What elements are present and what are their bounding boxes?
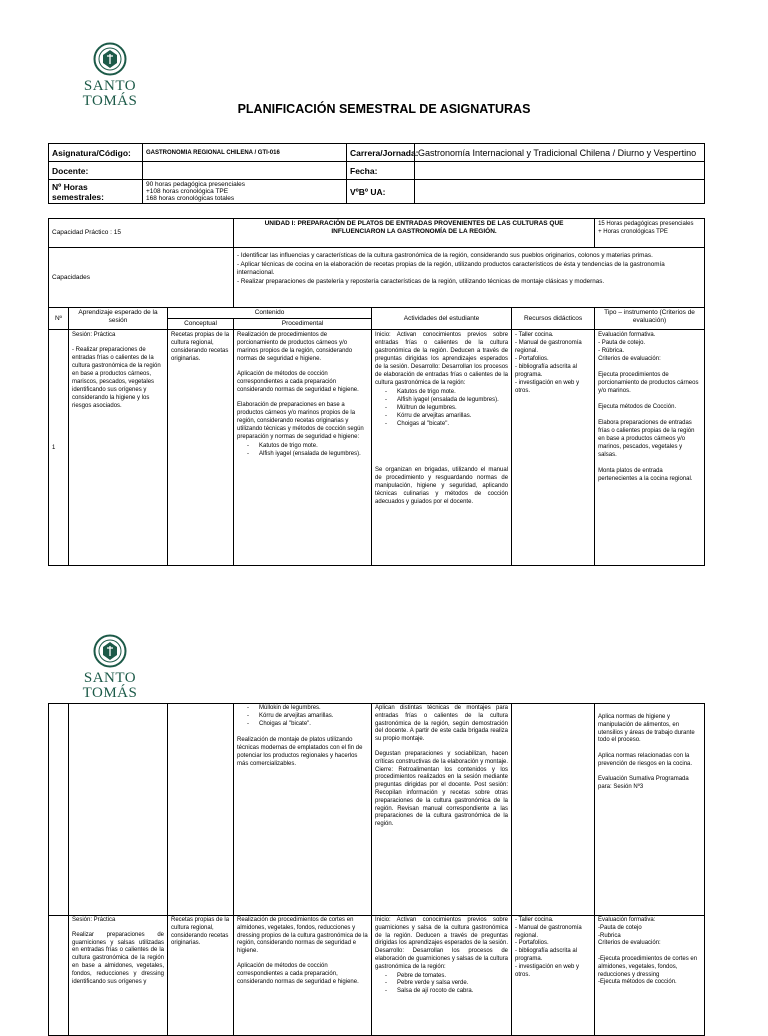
col-header-aprendizaje: Aprendizaje esperado de la sesión	[69, 308, 168, 330]
capacidades-label: Capacidades	[49, 248, 234, 308]
actividades-cell: Inicio: Activan conocimientos previos sobre entradas frías o calientes de la cultura gastronómica de la región. Deducen a través de preguntas dirigidas los aprendizajes esperados de la sesión. Desarrollo: Desarrollan los procesos de elaboración de entradas frías o calientes de la cultura gastronómica de la región: - Katutos de trigo mote. - Alfish iyagel (ensalada de legumbres). - Múltrun de legumbres. - Kórru de arvejitas amarillas. - Choigas al "bicate". Se organizan en brigadas, utilizando el manual de procedimiento y resguardando normas de manipulación, higiene y seguridad, aplicando técnicas culinarias y métodos de cocción adecuados y guiados por el docente.	[372, 330, 512, 566]
carrera-label: Carrera/Jornada:	[347, 144, 415, 162]
procedimental-cell: - Múllokin de legumbres. - Kórru de arvejitas amarillas. - Choigas al "bicate". Realización de montaje de platos utilizando técnicas modernas de emplatados con el fin de potenciar los productos regionales y hacerlos más comercializables.	[234, 704, 372, 916]
table-row	[49, 916, 705, 1036]
unidad-horas: 15 Horas pedagógicas presenciales + Horas cronológicas TPE	[595, 219, 705, 248]
continuation-table	[48, 703, 705, 1036]
crest-icon	[93, 42, 127, 76]
header-table	[48, 143, 705, 204]
capacidades-list: - Identificar las influencias y características de la cultura gastronómica de la región, considerando sus pueblos originarios, colonos y materias primas. - Aplicar técnicas de cocina en la elaboración de recetas propias de la región, utilizando productos característicos de ésta y tendencias de la gastronomía internacional. - Realizar preparaciones de pastelería y repostería características de la región, utilizando técnicas de montaje clásicas y modernas.	[234, 248, 705, 308]
docente-label: Docente:	[49, 162, 143, 180]
procedimental-cell: Realización de procedimientos de cortes en almidones, vegetales, fondos, reducciones y dressing propios de la cultura gastronómica de la región, considerando normas de seguridad e higiene. Aplicación de métodos de cocción correspondientes a cada preparación, considerando normas de seguridad e higiene.	[234, 916, 372, 1036]
fecha-value	[415, 162, 705, 180]
col-header-recursos: Recursos didácticos	[512, 308, 595, 330]
asignatura-value: GASTRONOMIA REGIONAL CHILENA / GTI-016	[143, 144, 347, 162]
asignatura-label: Asignatura/Código:	[49, 144, 143, 162]
vb-label: VºBº UA:	[347, 180, 415, 204]
brand-name: SANTO TOMÁS	[82, 78, 138, 109]
conceptual-cell: Recetas propias de la cultura regional, considerando recetas originarias.	[168, 916, 234, 1036]
conceptual-cell: Recetas propias de la cultura regional, considerando recetas originarias.	[168, 330, 234, 566]
crest-icon	[93, 634, 127, 668]
col-header-contenido: Contenido	[168, 308, 372, 319]
row-number: 1	[49, 330, 69, 566]
recursos-cell: - Taller cocina. - Manual de gastronomía regional. - Portafolios. - bibliografía adscrita al programa. - investigación en web y otros.	[512, 330, 595, 566]
tipo-cell: Evaluación formativa. - Pauta de cotejo. - Rúbrica. Criterios de evaluación: Ejecuta procedimientos de porcionamiento de productos cárneos y/o marinos. Ejecuta métodos de Cocción. Elabora preparaciones de entradas frías o calientes propias de la región en base a productos cárneos y/o marinos, pescados, vegetales y salsas. Monta platos de entrada pertenecientes a la cocina regional.	[595, 330, 705, 566]
col-header-procedimental: Procedimental	[234, 319, 372, 330]
actividades-cell: Aplican distintas técnicas de montajes para entradas frías o calientes de la cultura gastronómica de la región, según demostración del docente. A partir de este cada brigada realiza su propio montaje. Degustan preparaciones y sociabilizan, hacen críticas constructivas de la elaboración y montaje. Cierre: Retroalimentan los contenidos y los procedimientos realizados en la sesión mediante preguntas dirigidas por el docente. Post sesión: Recopilan información y recetas sobre otras preparaciones de la cultura gastronómica de la región. Revisan manual correspondiente a las preparaciones de la cultura gastronómica de la región.	[372, 704, 512, 916]
page-title: PLANIFICACIÓN SEMESTRAL DE ASIGNATURAS	[237, 102, 531, 116]
carrera-value: Gastronomía Internacional y Tradicional Chilena / Diurno y Vespertino	[415, 144, 705, 162]
col-header-tipo: Tipo – instrumento (Criterios de evaluación)	[595, 308, 705, 330]
col-header-conceptual: Conceptual	[168, 319, 234, 330]
tipo-cell: Evaluación formativa: -Pauta de cotejo -Rubrica Criterios de evaluación: -Ejecuta procedimientos de cortes en almidones, vegetales, fondos, reducciones y dressing -Ejecuta métodos de cocción.	[595, 916, 705, 1036]
actividades-cell: Inicio: Activan conocimientos previos sobre guarniciones y salsa de la cultura gastronómica de la región. Deducen a través de preguntas dirigidas los aprendizajes esperados de la sesión. Desarrollo: Desarrollan los procesos de elaboración de guarniciones y salsas de la cultura gastronómica de la región: - Pebre de tomates. - Pebre verde y salsa verde. - Salsa de ají rocoto de cabra.	[372, 916, 512, 1036]
horas-label: Nº Horas semestrales:	[49, 180, 143, 204]
docente-value	[143, 162, 347, 180]
tipo-cell: Aplica normas de higiene y manipulación de alimentos, en utensilios y áreas de trabajo durante todo el proceso. Aplica normas relacionadas con la prevención de riesgos en la cocina. Evaluación Sumativa Programada para: Sesión Nº3	[595, 704, 705, 916]
brand-name: SANTO TOMÁS	[82, 670, 138, 701]
col-header-no: Nº	[49, 308, 69, 330]
table-row	[49, 704, 705, 916]
santo-tomas-logo	[78, 42, 142, 109]
aprendizaje-cell: Sesión: Práctica Realizar preparaciones de guarniciones y salsas utilizadas en entradas frías o calientes de la cultura gastronómica de la región en base a almidones, vegetales, fondos, reducciones y dressing identificando sus orígenes y	[69, 916, 168, 1036]
table-row	[49, 330, 705, 566]
fecha-label: Fecha:	[347, 162, 415, 180]
aprendizaje-cell: Sesión: Práctica - Realizar preparaciones de entradas frías o calientes de la cultura gastronómica de la región en base a productos cárneos, mariscos, pescados, vegetales identificando sus orígenes y considerando la higiene y los riesgos asociados.	[69, 330, 168, 566]
vb-value	[415, 180, 705, 204]
capacidad-practico: Capacidad Práctico : 15	[49, 219, 234, 248]
procedimental-cell: Realización de procedimientos de porcionamiento de productos cárneos y/o marinos propios de la región, considerando normas de seguridad e higiene. Aplicación de métodos de cocción correspondientes a cada preparación considerando normas de seguridad e higiene. Elaboración de preparaciones en base a productos cárneos y/o marinos propios de la región, considerando recetas originarias y utilizando técnicas y métodos de cocción según preparación y normas de seguridad e higiene: - Katutos de trigo mote. - Alfish iyagel (ensalada de legumbres).	[234, 330, 372, 566]
santo-tomas-logo	[78, 634, 142, 701]
unidad-title: UNIDAD I: PREPARACIÓN DE PLATOS DE ENTRADAS PROVENIENTES DE LAS CULTURAS QUE INFLUENCIARON LA GASTRONOMÍA DE LA REGIÓN.	[234, 219, 595, 248]
unit-table	[48, 218, 705, 566]
col-header-actividades: Actividades del estudiante	[372, 308, 512, 330]
recursos-cell: - Taller cocina. - Manual de gastronomía regional. - Portafolios. - bibliografía adscrita al programa. - investigación en web y otros.	[512, 916, 595, 1036]
horas-value: 90 horas pedagógica presenciales +108 horas cronológica TPE 168 horas cronológicas totales	[143, 180, 347, 204]
